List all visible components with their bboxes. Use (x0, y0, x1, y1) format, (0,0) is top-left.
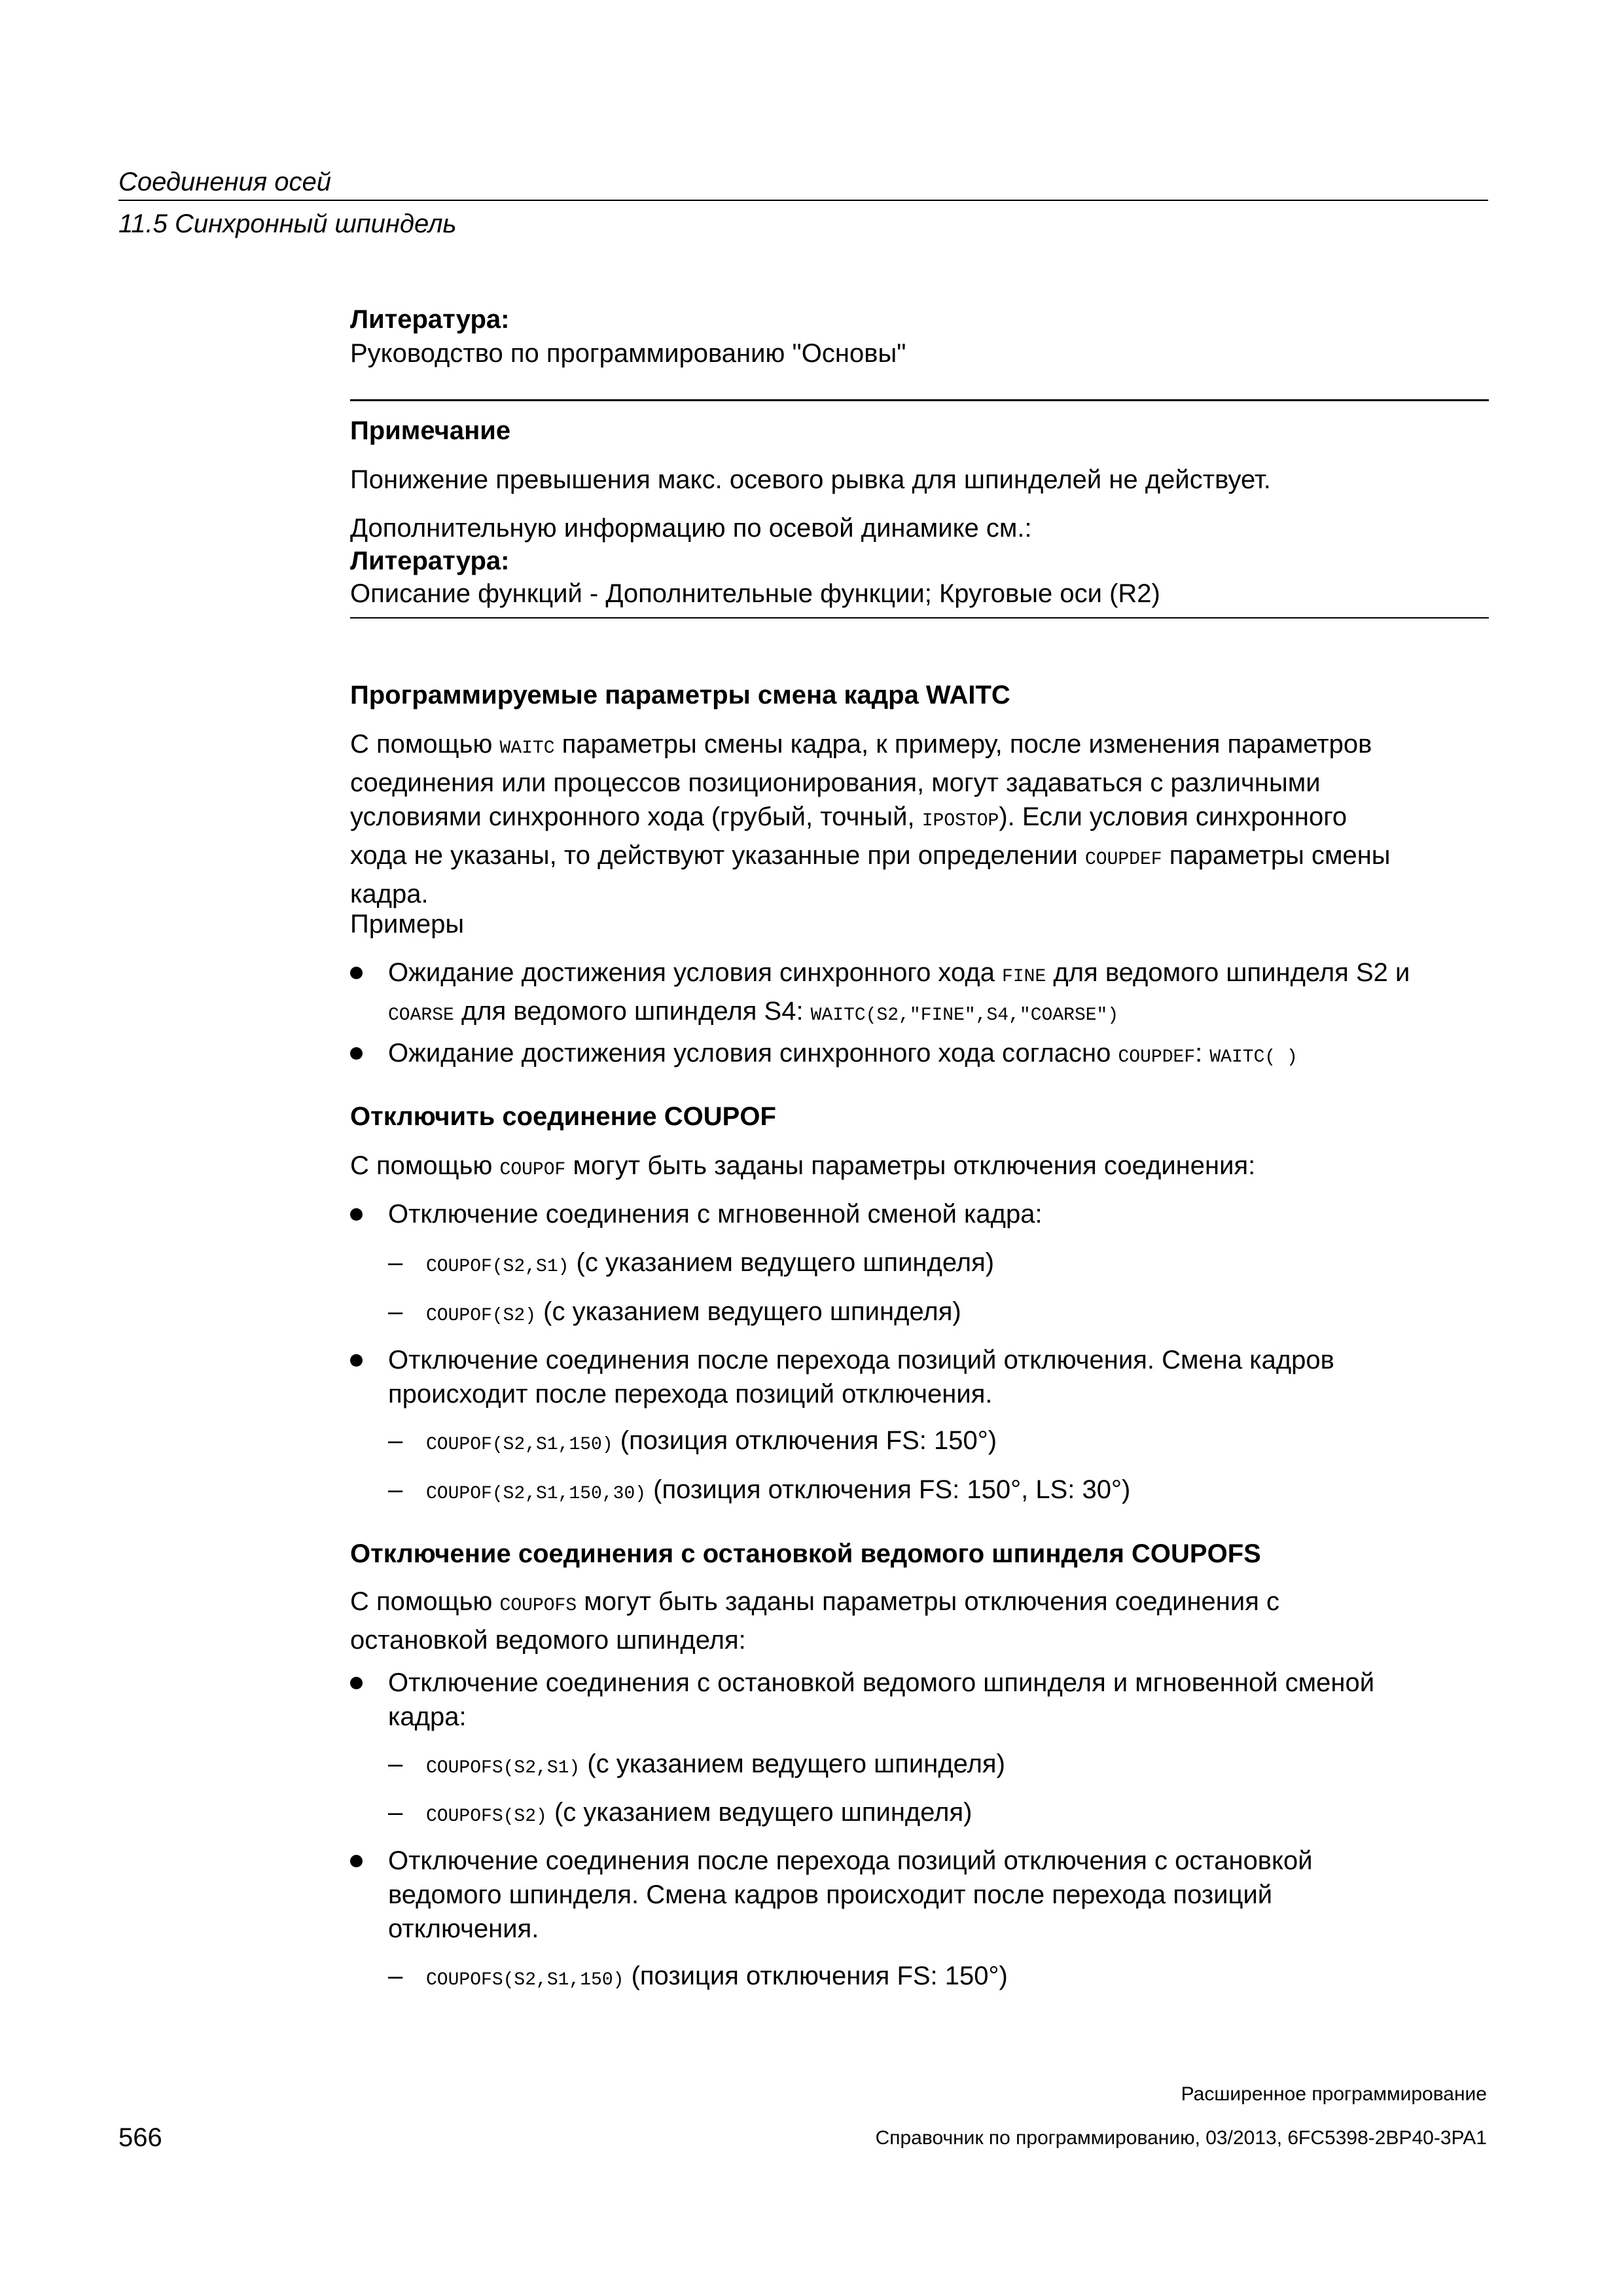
note-bottom-rule (350, 617, 1489, 619)
dash-marker: – (388, 1426, 403, 1455)
chapter-title: Соединения осей (118, 168, 332, 196)
bullet-icon (350, 1354, 363, 1367)
coupof-paragraph: С помощью COUPOF могут быть заданы параметры отключения соединения: (350, 1151, 1256, 1180)
dash-marker: – (388, 1248, 403, 1277)
dash-marker: – (388, 1475, 403, 1504)
note-literature-heading: Литература: (350, 547, 510, 575)
note-top-rule (350, 399, 1489, 401)
footer-reference: Справочник по программированию, 03/2013, 6FC5398-2BP40-3PA1 (875, 2127, 1487, 2149)
bullet-icon (350, 1047, 363, 1060)
examples-label: Примеры (350, 910, 465, 939)
bullet-icon (350, 967, 363, 979)
page-number: 566 (118, 2123, 162, 2152)
header-divider (118, 200, 1488, 201)
bullet-icon (350, 1677, 363, 1689)
dash-marker: – (388, 1749, 403, 1778)
note-heading: Примечание (350, 416, 511, 445)
coupofs-heading: Отключение соединения с остановкой ведомого шпинделя COUPOFS (350, 1539, 1261, 1568)
note-reference-text: Дополнительную информацию по осевой динамике см.: (350, 514, 1032, 543)
coupof-heading: Отключить соединение COUPOF (350, 1102, 776, 1131)
note-literature-text: Описание функций - Дополнительные функции; Круговые оси (R2) (350, 579, 1160, 608)
waitc-paragraph: С помощью WAITC параметры смены кадра, к примеру, после изменения параметров соединения или процессов позиционирования, могут задаваться с различными условиями синхронного хода (грубый, точный, IPOSTOP). Если условия синхронного хода не указаны, то действуют указанные при определении COUPDEF параметры смены кадра. (350, 730, 1391, 908)
note-text: Понижение превышения макс. осевого рывка для шпинделей не действует. (350, 465, 1271, 494)
bullet-icon (350, 1855, 363, 1867)
literature-text: Руководство по программированию "Основы" (350, 339, 906, 368)
literature-heading: Литература: (350, 305, 510, 334)
dash-marker: – (388, 1297, 403, 1326)
waitc-heading: Программируемые параметры смена кадра WAITC (350, 681, 1010, 709)
dash-marker: – (388, 1962, 403, 1990)
footer-book-title: Расширенное программирование (1181, 2083, 1487, 2105)
dash-marker: – (388, 1798, 403, 1827)
coupofs-paragraph: С помощью COUPOFS могут быть заданы параметры отключения соединения с остановкой ведомого шпинделя: (350, 1587, 1280, 1655)
section-title: 11.5 Синхронный шпиндель (118, 209, 457, 238)
bullet-icon (350, 1208, 363, 1221)
